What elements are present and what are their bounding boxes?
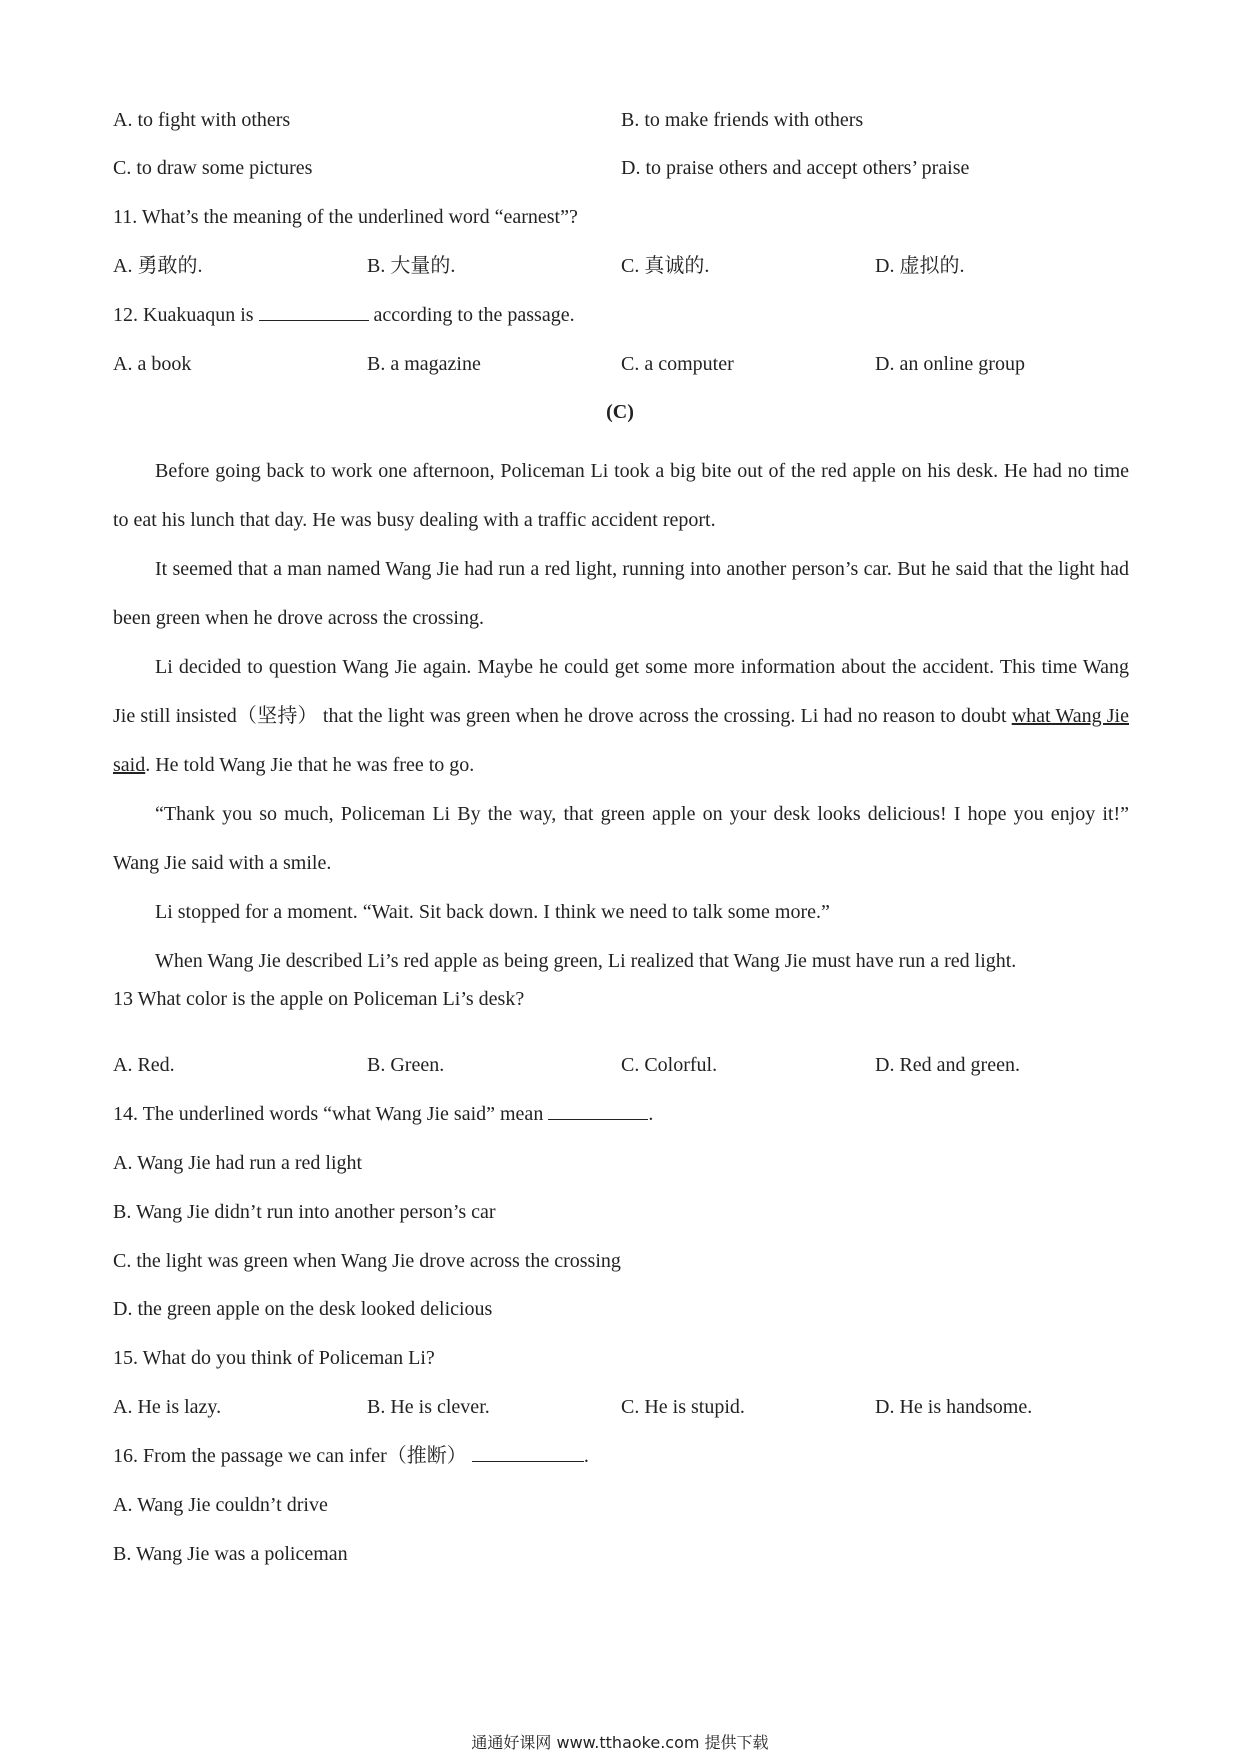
q16-stem-start: 16. From the passage we can infer（推断）: [113, 1445, 467, 1467]
q11-option-c: C. 真诚的.: [621, 255, 710, 277]
q15-option-a: A. He is lazy.: [113, 1396, 222, 1418]
q13-option-a: A. Red.: [113, 1054, 175, 1076]
q15-option-c: C. He is stupid.: [621, 1396, 745, 1418]
q14-option-a: A. Wang Jie had run a red light: [113, 1152, 363, 1174]
q12-option-c: C. a computer: [621, 353, 734, 375]
underlined-phrase: what Wang Jie said: [113, 705, 1129, 776]
paragraph-3-text-end: . He told Wang Jie that he was free to go.: [145, 754, 475, 776]
section-heading: (C): [606, 401, 634, 423]
q10-option-c: C. to draw some pictures: [113, 157, 313, 179]
q11-option-b: B. 大量的.: [367, 255, 456, 277]
q14-stem-end: .: [648, 1103, 654, 1125]
q11-option-d: D. 虚拟的.: [875, 255, 965, 277]
q16-stem: [113, 1442, 589, 1470]
q14-option-d: D. the green apple on the desk looked delicious: [113, 1298, 493, 1320]
q13-option-c: C. Colorful.: [621, 1054, 718, 1076]
q15-option-d: D. He is handsome.: [875, 1396, 1033, 1418]
q16-option-b: B. Wang Jie was a policeman: [113, 1543, 348, 1565]
passage-paragraph-5: Li stopped for a moment. “Wait. Sit back down. I think we need to talk some more.”: [155, 901, 830, 923]
q13-option-b: B. Green.: [367, 1054, 445, 1076]
passage-paragraph-4: “Thank you so much, Policeman Li By the way, that green apple on your desk looks delicious! I hope you enjoy it!” Wang Jie said with a smile.: [113, 803, 1129, 874]
q15-option-b: B. He is clever.: [367, 1396, 490, 1418]
passage-paragraph-6: When Wang Jie described Li’s red apple as being green, Li realized that Wang Jie must have run a red light.: [155, 950, 1017, 972]
passage-paragraph-3: [113, 643, 1129, 790]
q12-stem-start: 12. Kuakuaqun is: [113, 304, 254, 326]
passage-paragraph-2: It seemed that a man named Wang Jie had run a red light, running into another person’s car. But he said that the light had been green when he drove across the crossing.: [113, 558, 1129, 629]
q13-option-d: D. Red and green.: [875, 1054, 1020, 1076]
q16-stem-end: .: [583, 1445, 589, 1467]
q12-option-b: B. a magazine: [367, 353, 481, 375]
q14-option-b: B. Wang Jie didn’t run into another person’s car: [113, 1201, 496, 1223]
q14-option-c: C. the light was green when Wang Jie drove across the crossing: [113, 1250, 621, 1272]
q11-option-a: A. 勇敢的.: [113, 255, 203, 277]
passage-paragraph-1: Before going back to work one afternoon, Policeman Li took a big bite out of the red apple on his desk. He had no time to eat his lunch that day. He was busy dealing with a traffic accident report.: [113, 460, 1129, 531]
q12-option-a: A. a book: [113, 353, 192, 375]
page-footer: 通通好课网 www.tthaoke.com 提供下载: [471, 1733, 769, 1752]
q12-stem-end: according to the passage.: [373, 304, 575, 326]
q15-stem: 15. What do you think of Policeman Li?: [113, 1347, 435, 1369]
answer-blank: [548, 1101, 648, 1120]
q12-option-d: D. an online group: [875, 353, 1025, 375]
q10-option-a: A. to fight with others: [113, 109, 291, 131]
q14-stem: [113, 1100, 653, 1128]
q12-stem: [113, 301, 575, 329]
q10-option-b: B. to make friends with others: [621, 109, 864, 131]
q13-stem: 13 What color is the apple on Policeman Li’s desk?: [113, 988, 525, 1010]
answer-blank: [472, 1443, 584, 1462]
q10-option-d: D. to praise others and accept others’ praise: [621, 157, 970, 179]
q14-stem-start: 14. The underlined words “what Wang Jie said” mean: [113, 1103, 544, 1125]
q11-stem: 11. What’s the meaning of the underlined word “earnest”?: [113, 206, 578, 228]
q16-option-a: A. Wang Jie couldn’t drive: [113, 1494, 328, 1516]
paragraph-3-text-start: Li decided to question Wang Jie again. Maybe he could get some more information about the accident. This time Wang Jie still insisted（坚持） that the light was green when he drove across the crossing. Li had no reason to doubt: [113, 656, 1129, 727]
answer-blank: [259, 302, 369, 321]
